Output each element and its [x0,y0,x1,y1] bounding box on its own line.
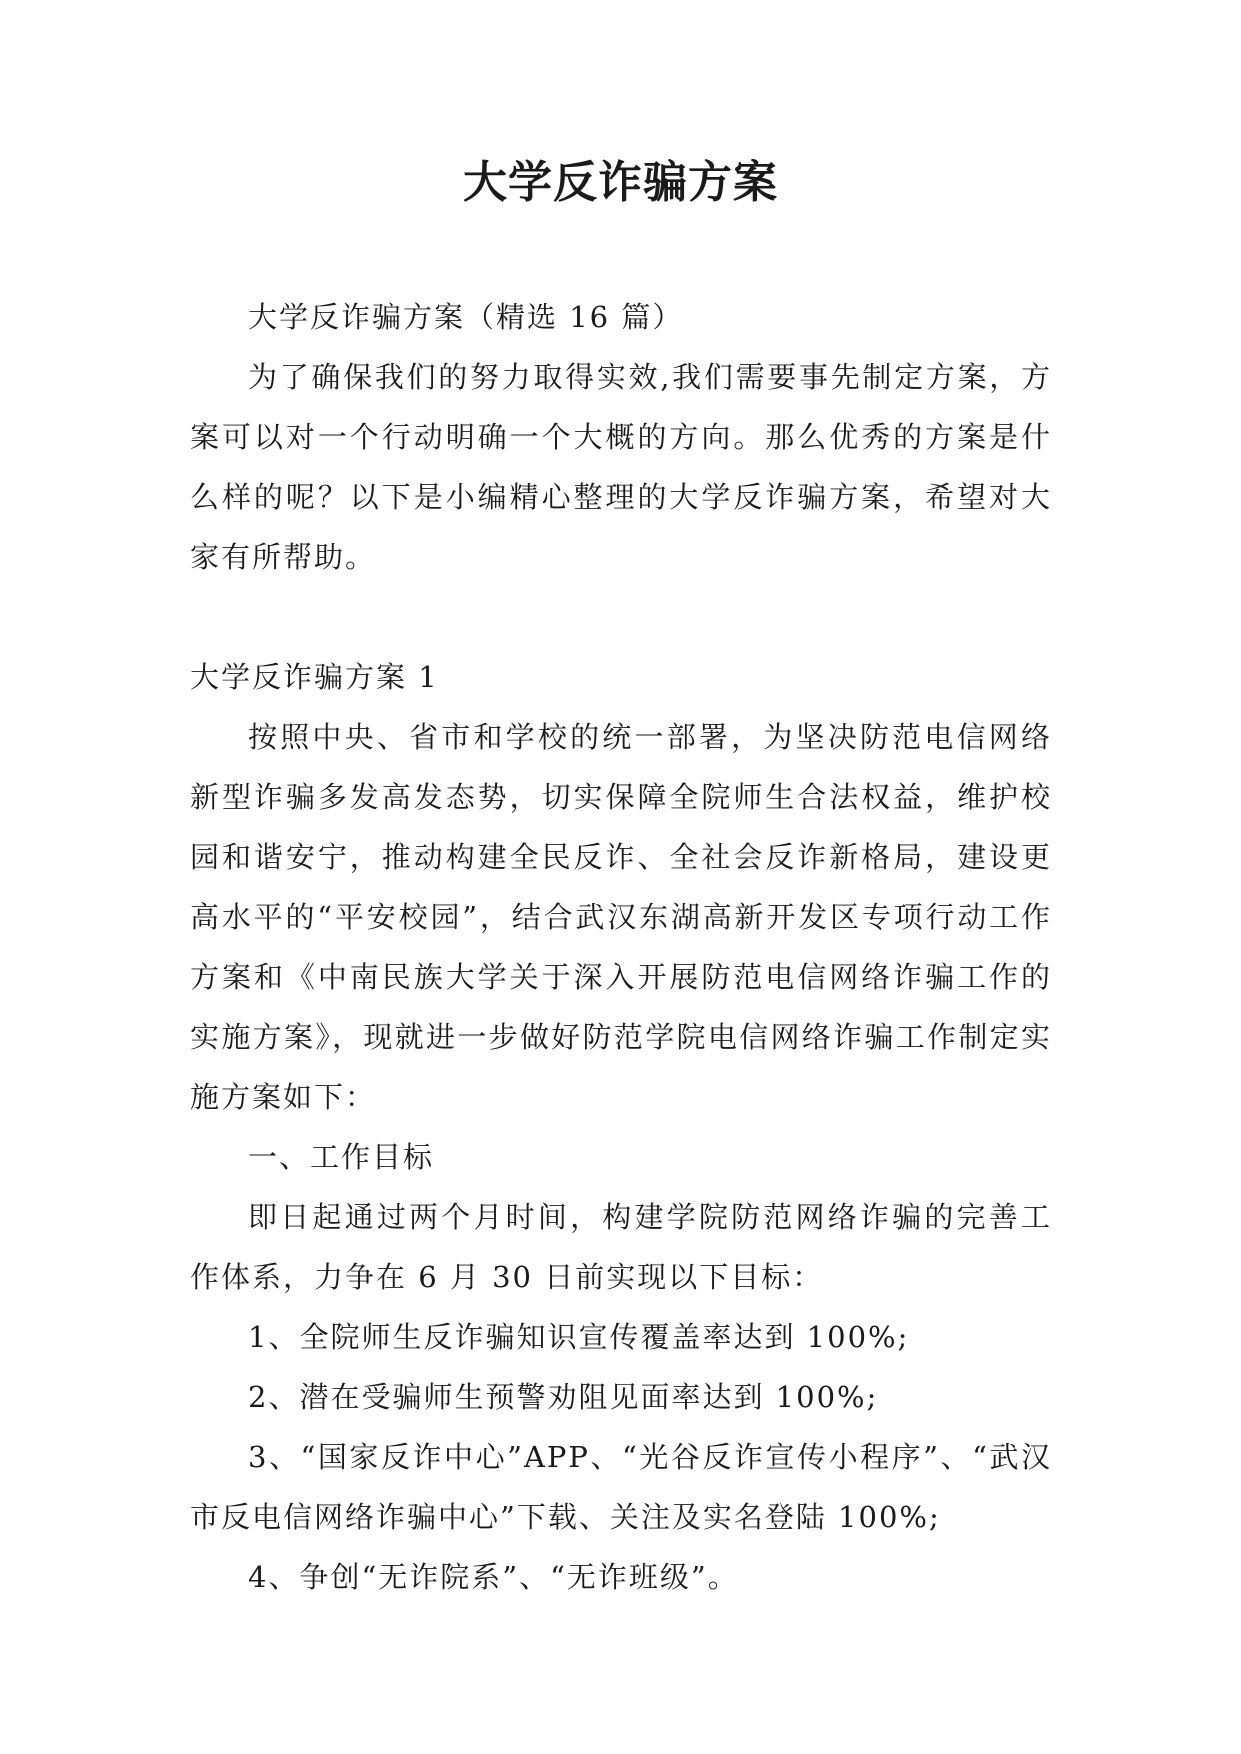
paragraph-gap [190,587,1052,647]
goal-item: 3、“国家反诈中心”APP、“光谷反诈宣传小程序”、“武汉市反电信网络诈骗中心”下载、关注及实名登陆 100%; [190,1440,1052,1534]
intro-paragraph: 为了确保我们的努力取得实效,我们需要事先制定方案，方案可以对一个行动明确一个大概的方向。那么优秀的方案是什么样的呢？以下是小编精心整理的大学反诈骗方案，希望对大家有所帮助。 [190,360,1052,574]
goal-heading: 一、工作目标 [248,1140,435,1174]
section-heading: 大学反诈骗方案 1 [190,660,439,694]
document-body [190,287,1052,1607]
goal-item: 4、争创“无诈院系”、“无诈班级”。 [248,1560,739,1594]
goal-item: 2、潜在受骗师生预警劝阻见面率达到 100%; [248,1380,879,1414]
document-subtitle: 大学反诈骗方案（精选 16 篇） [248,300,684,334]
section-paragraph: 按照中央、省市和学校的统一部署，为坚决防范电信网络新型诈骗多发高发态势，切实保障全院师生合法权益，维护校园和谐安宁，推动构建全民反诈、全社会反诈新格局，建设更高水平的“平安校园”，结合武汉东湖高新开发区专项行动工作方案和《中南民族大学关于深入开展防范电信网络诈骗工作的实施方案》，现就进一步做好防范学院电信网络诈骗工作制定实施方案如下： [190,720,1052,1114]
goal-item: 1、全院师生反诈骗知识宣传覆盖率达到 100%; [248,1320,910,1354]
document-title: 大学反诈骗方案 [463,157,778,208]
goal-paragraph: 即日起通过两个月时间，构建学院防范网络诈骗的完善工作体系，力争在 6 月 30 日前实现以下目标： [190,1200,1052,1294]
